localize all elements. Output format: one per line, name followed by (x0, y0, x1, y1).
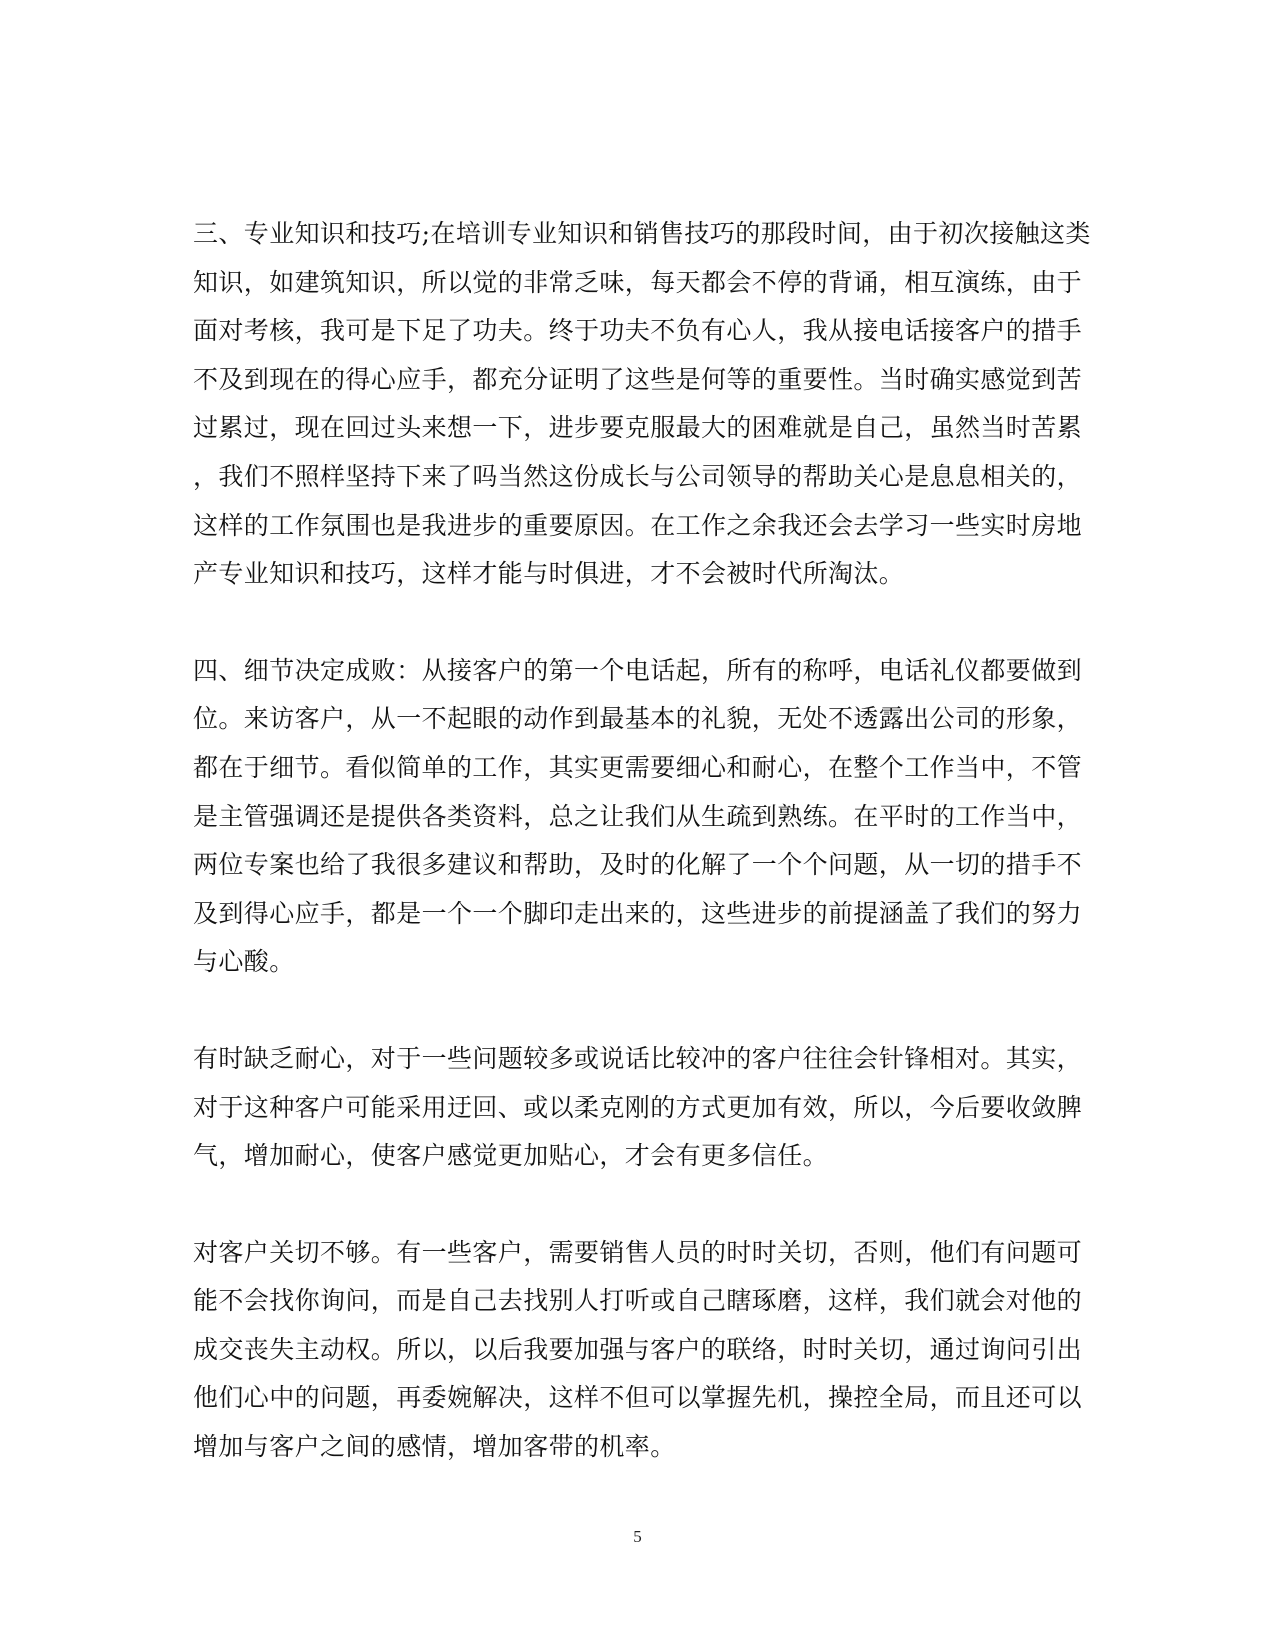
text-line: 位。来访客户，从一不起眼的动作到最基本的礼貌，无处不透露出公司的形象， (193, 704, 1083, 734)
text-line: 面对考核，我可是下足了功夫。终于功夫不负有心人，我从接电话接客户的措手 (193, 316, 1083, 346)
paragraph-professional-knowledge (193, 210, 1093, 599)
text-line: 成交丧失主动权。所以，以后我要加强与客户的联络，时时关切，通过询问引出 (193, 1334, 1083, 1364)
text-line: 有时缺乏耐心，对于一些问题较多或说话比较冲的客户往往会针锋相对。其实， (193, 1043, 1083, 1073)
text-line: 能不会找你询问，而是自己去找别人打听或自己瞎琢磨，这样，我们就会对他的 (193, 1286, 1083, 1316)
text-line: 这样的工作氛围也是我进步的重要原因。在工作之余我还会去学习一些实时房地 (193, 510, 1083, 540)
text-line: 对于这种客户可能采用迂回、或以柔克刚的方式更加有效，所以，今后要收敛脾 (193, 1092, 1083, 1122)
text-line: 不及到现在的得心应手，都充分证明了这些是何等的重要性。当时确实感觉到苦 (193, 364, 1083, 394)
text-line: 他们心中的问题，再委婉解决，这样不但可以掌握先机，操控全局，而且还可以 (193, 1383, 1083, 1413)
text-line: ，我们不照样坚持下来了吗当然这份成长与公司领导的帮助关心是息息相关的， (193, 461, 1083, 491)
document-body (193, 210, 1093, 1472)
text-line: 及到得心应手，都是一个一个脚印走出来的，这些进步的前提涵盖了我们的努力 (193, 898, 1083, 928)
text-line: 产专业知识和技巧，这样才能与时俱进，才不会被时代所淘汰。 (193, 559, 905, 589)
text-line: 两位专案也给了我很多建议和帮助，及时的化解了一个个问题，从一切的措手不 (193, 850, 1083, 880)
text-line: 知识，如建筑知识，所以觉的非常乏味，每天都会不停的背诵，相互演练，由于 (193, 267, 1083, 297)
paragraph-details-decide (193, 647, 1093, 987)
text-line: 过累过，现在回过头来想一下，进步要克服最大的困难就是自己，虽然当时苦累 (193, 413, 1083, 443)
text-line: 对客户关切不够。有一些客户，需要销售人员的时时关切，否则，他们有问题可 (193, 1237, 1083, 1267)
text-line: 三、专业知识和技巧;在培训专业知识和销售技巧的那段时间，由于初次接触这类 (193, 219, 1091, 248)
paragraph-customer-care (193, 1229, 1093, 1472)
text-line: 是主管强调还是提供各类资料，总之让我们从生疏到熟练。在平时的工作当中， (193, 801, 1083, 831)
text-line: 气，增加耐心，使客户感觉更加贴心，才会有更多信任。 (193, 1141, 829, 1171)
text-line: 与心酸。 (193, 947, 295, 977)
paragraph-patience (193, 1035, 1093, 1181)
text-line: 四、细节决定成败：从接客户的第一个电话起，所有的称呼，电话礼仪都要做到 (193, 655, 1083, 685)
page-number: 5 (633, 1527, 642, 1546)
text-line: 增加与客户之间的感情，增加客带的机率。 (193, 1432, 676, 1462)
text-line: 都在于细节。看似简单的工作，其实更需要细心和耐心，在整个工作当中，不管 (193, 752, 1083, 782)
